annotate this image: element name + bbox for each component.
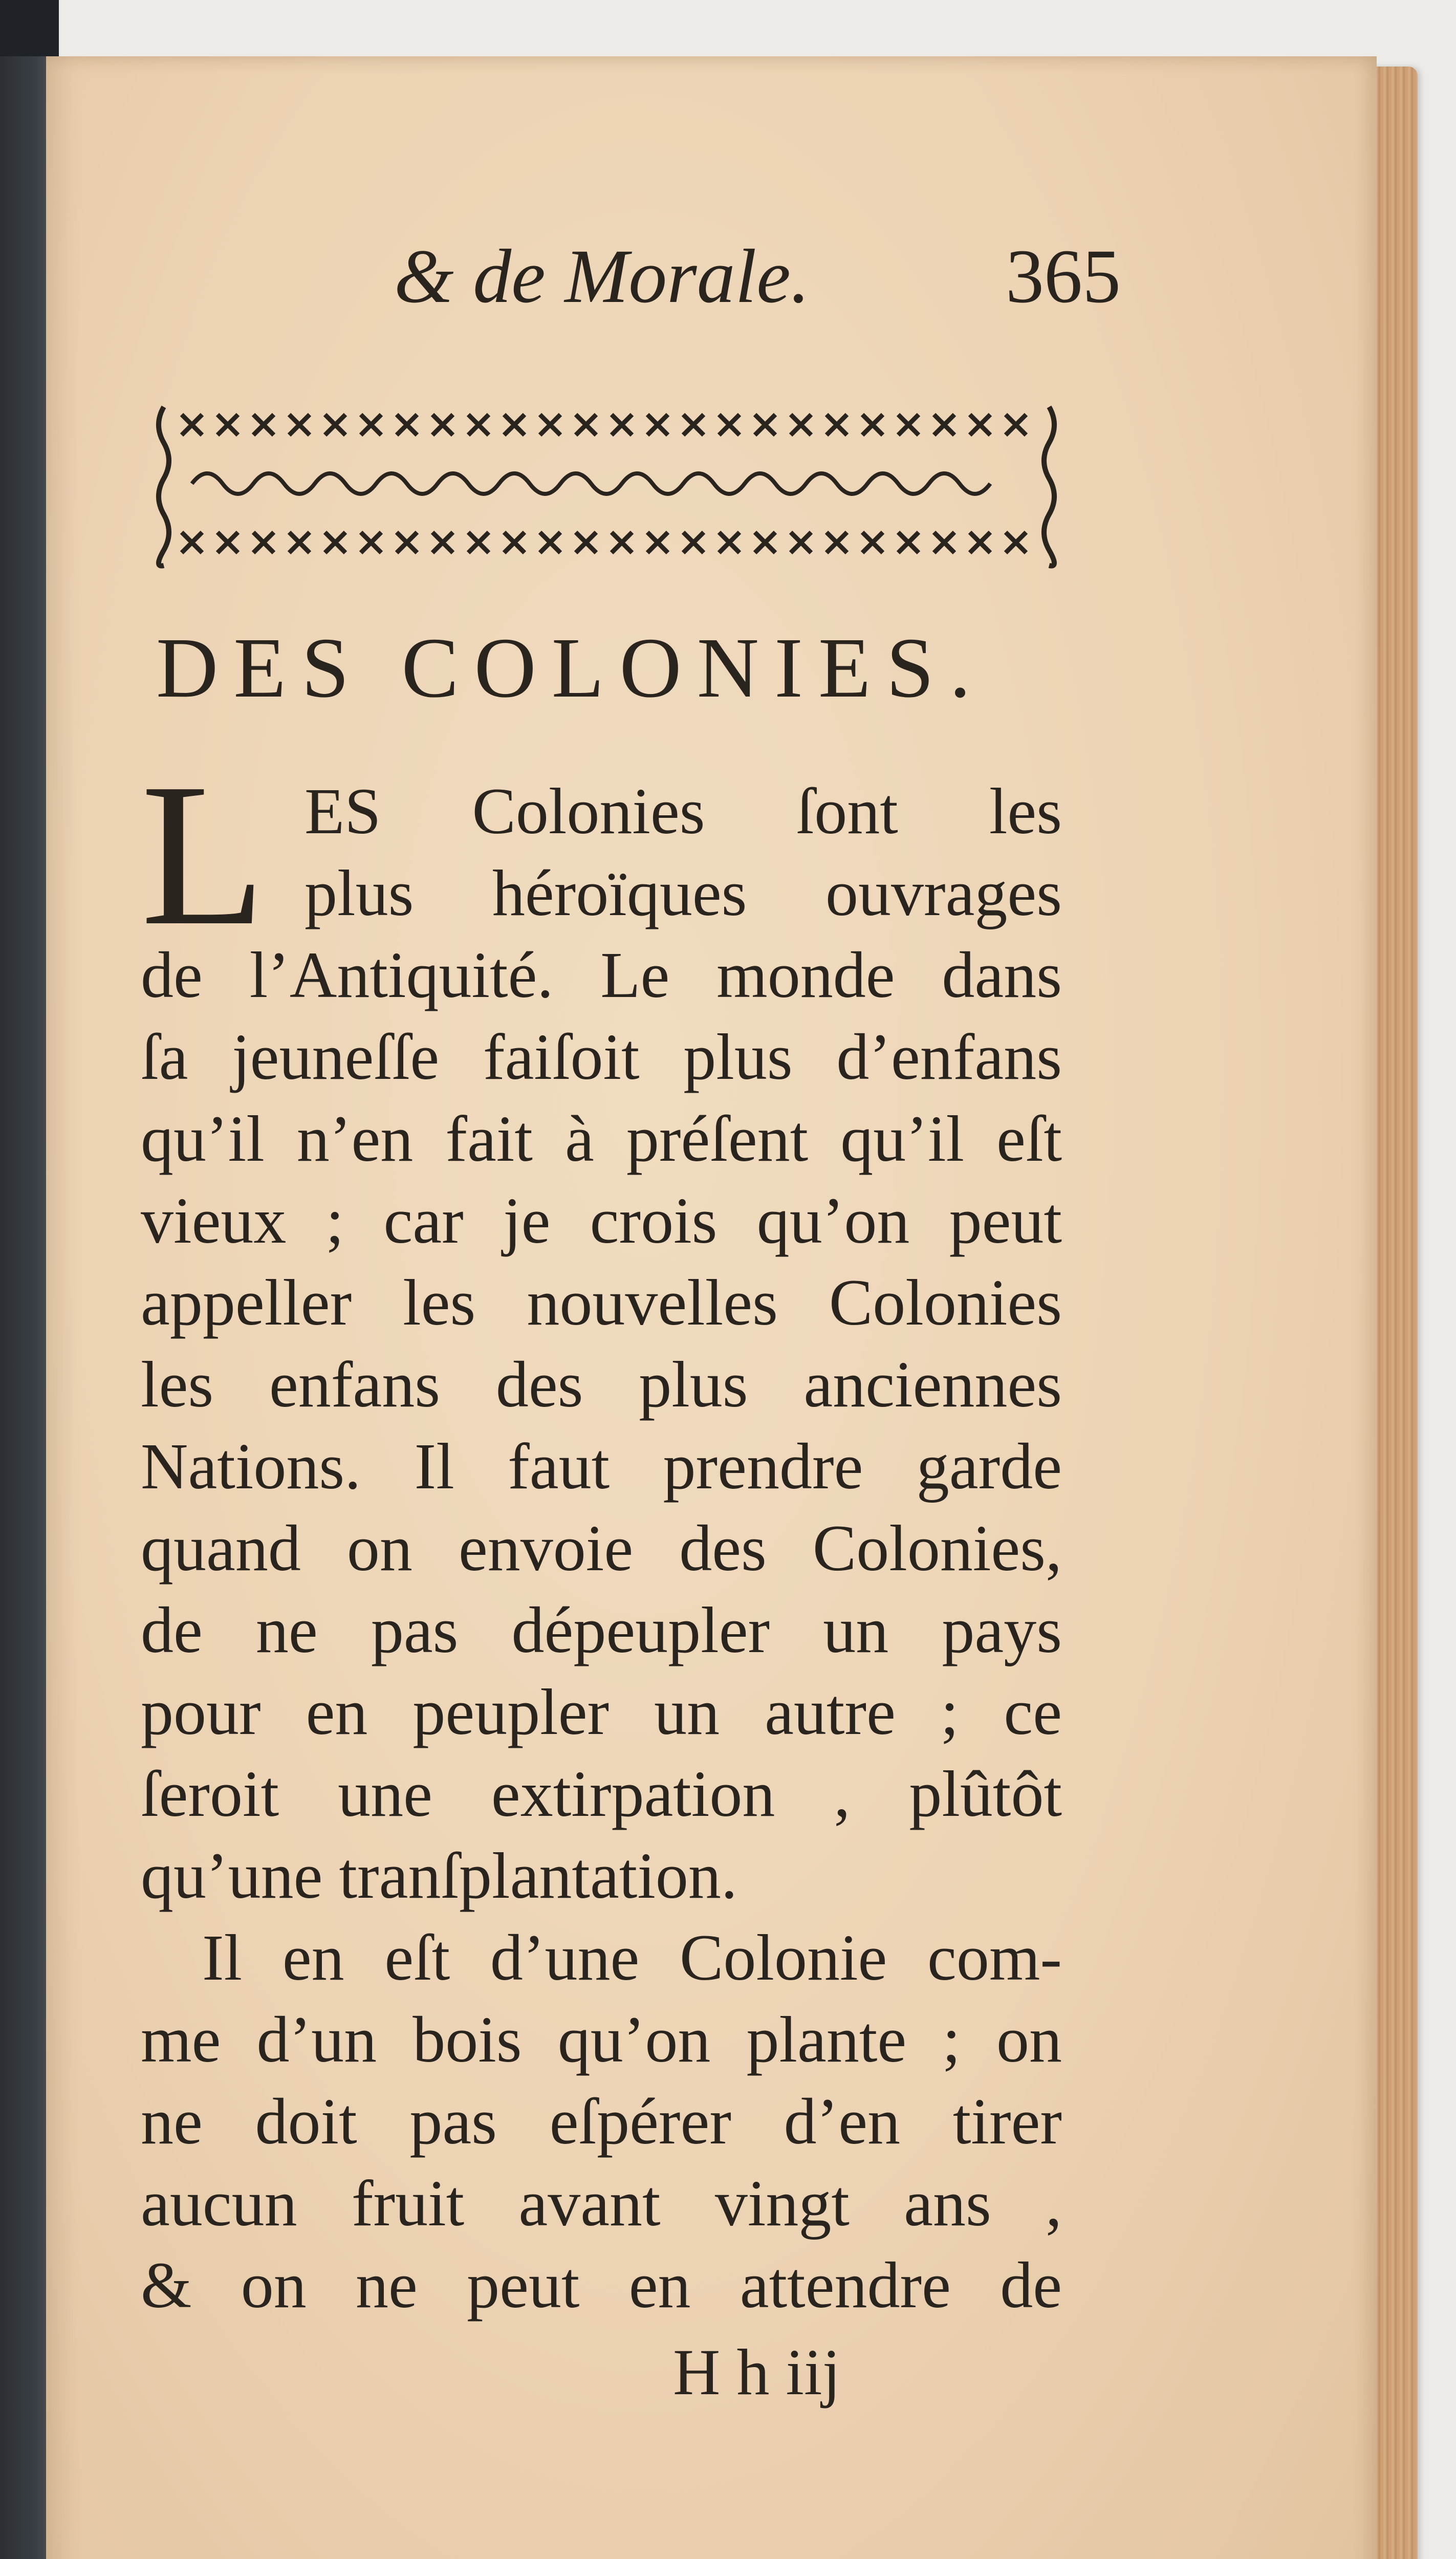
drop-cap: L: [141, 741, 266, 968]
text-line: ne doit pas eſpérer d’en tirer: [141, 2085, 1062, 2158]
text-line: de ne pas dépeupler un pays: [141, 1594, 1062, 1666]
text-line: plus héroïques ouvrages: [305, 857, 1062, 929]
text-line: quand on envoie des Colonies,: [141, 1512, 1062, 1585]
text-line: qu’il n’en fait à préſent qu’il eſt: [141, 1102, 1062, 1175]
ornament-headpiece: [151, 392, 1062, 576]
text-line: ſa jeuneſſe faiſoit plus d’enfans: [141, 1021, 1062, 1093]
text-line: ES Colonies ſont les: [305, 775, 1062, 848]
text-line: me d’un bois qu’on plante ; on: [141, 2003, 1062, 2076]
text-line: & on ne peut en attendre de: [141, 2249, 1062, 2322]
chapter-title: DES COLONIES.: [156, 620, 987, 715]
text-line: ſeroit une extirpation , plûtôt: [141, 1758, 1062, 1830]
page-number: 365: [1006, 234, 1121, 319]
text-line: Il en eſt d’une Colonie com-: [202, 1921, 1062, 1994]
book-page: [46, 56, 1377, 2559]
spine-top-edge: [0, 0, 59, 56]
text-line: Nations. Il faut prendre garde: [141, 1430, 1062, 1503]
text-line: aucun fruit avant vingt ans ,: [141, 2167, 1062, 2240]
text-line: qu’une tranſplantation.: [141, 1839, 737, 1912]
text-line: vieux ; car je crois qu’on peut: [141, 1184, 1062, 1257]
text-line: de l’Antiquité. Le monde dans: [141, 939, 1062, 1011]
text-line: pour en peupler un autre ; ce: [141, 1676, 1062, 1748]
signature-mark: H h iij: [673, 2336, 841, 2409]
running-title: & de Morale.: [394, 234, 810, 319]
text-line: appeller les nouvelles Colonies: [141, 1266, 1062, 1339]
running-head: [394, 225, 1121, 328]
text-line: les enfans des plus anciennes: [141, 1348, 1062, 1421]
